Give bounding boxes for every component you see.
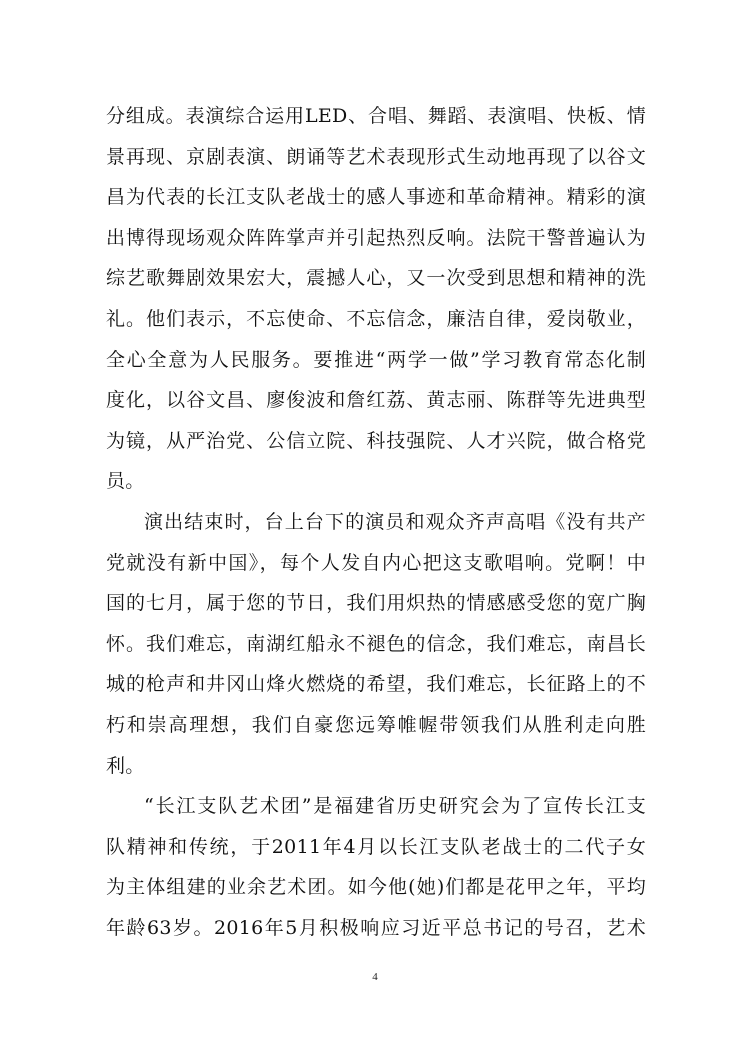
text-line: 礼。他们表示，不忘使命、不忘信念，廉洁自律，爱岗敬业， [106, 307, 646, 330]
text-line: 昌为代表的长江支队老战士的感人事迹和革命精神。精彩的演 [106, 186, 646, 209]
page-number: 4 [372, 971, 378, 983]
text-line: 怀。我们难忘，南湖红船永不褪色的信念，我们难忘，南昌长 [106, 632, 646, 655]
text-line: 综艺歌舞剧效果宏大，震撼人心，又一次受到思想和精神的洗 [106, 267, 646, 290]
text-line: 城的枪声和井冈山烽火燃烧的希望，我们难忘，长征路上的不 [106, 673, 646, 696]
text-line: 为主体组建的业余艺术团。如今他(她)们都是花甲之年，平均 [106, 876, 646, 899]
text-line: 国的七月，属于您的节日，我们用炽热的情感感受您的宽广胸 [106, 592, 646, 615]
text-line: 队精神和传统，于2011年4月以长江支队老战士的二代子女 [106, 835, 646, 858]
text-line: 朽和崇高理想，我们自豪您远筹帷幄带领我们从胜利走向胜 [106, 713, 646, 736]
text-line: 景再现、京剧表演、朗诵等艺术表现形式生动地再现了以谷文 [106, 145, 646, 168]
text-line: 利。 [106, 754, 145, 777]
text-line: 分组成。表演综合运用LED、合唱、舞蹈、表演唱、快板、情 [106, 105, 646, 127]
text-line: 全心全意为人民服务。要推进“两学一做”学习教育常态化制 [106, 348, 646, 371]
text-line: 演出结束时，台上台下的演员和观众齐声高唱《没有共产 [144, 510, 646, 533]
text-line: 出博得现场观众阵阵掌声并引起热烈反响。法院干警普遍认为 [106, 226, 646, 249]
text-line: 为镜，从严治党、公信立院、科技强院、人才兴院，做合格党 [106, 429, 646, 452]
text-line: 党就没有新中国》，每个人发自内心把这支歌唱响。党啊！中 [106, 551, 646, 574]
text-line: “长江支队艺术团”是福建省历史研究会为了宣传长江支 [144, 795, 646, 818]
body-text [106, 96, 646, 948]
text-line: 年龄63岁。2016年5月积极响应习近平总书记的号召，艺术 [106, 916, 646, 939]
text-line: 员。 [106, 470, 145, 493]
text-line: 度化，以谷文昌、廖俊波和詹红荔、黄志丽、陈群等先进典型 [106, 389, 646, 412]
